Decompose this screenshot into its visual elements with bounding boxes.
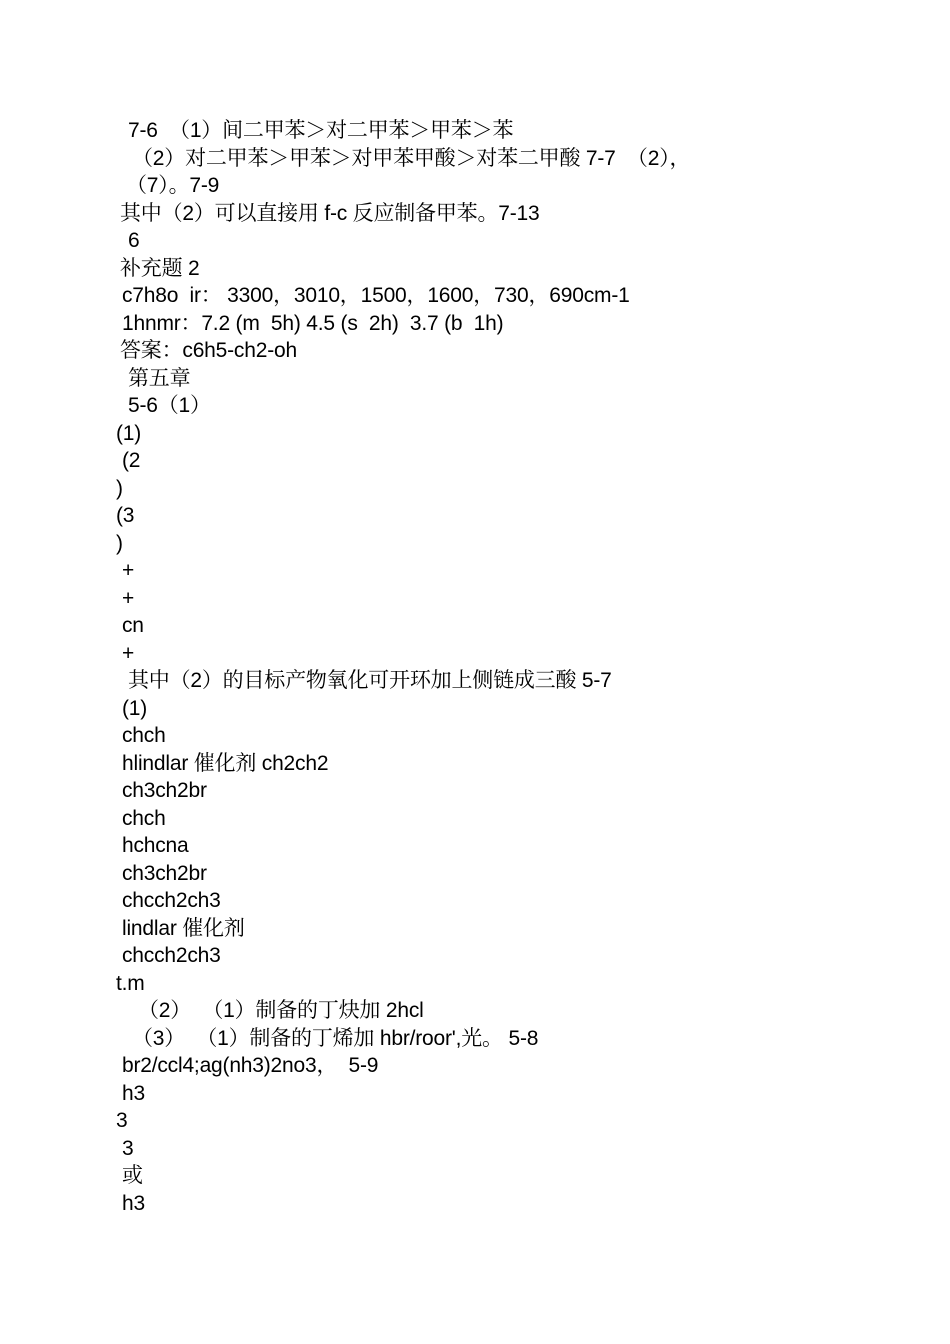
text-line: 7-6 （1）间二甲苯＞对二甲苯＞甲苯＞苯: [128, 119, 514, 142]
text-line: (2: [122, 449, 141, 472]
text-line: +: [122, 559, 135, 582]
text-line: （7）。7-9: [126, 174, 220, 197]
text-line: t.m: [116, 972, 145, 995]
text-line: 6: [128, 229, 140, 252]
text-line: 补充题 2: [120, 257, 200, 280]
text-line: （3） （1）制备的丁烯加 hbr/roor',光。 5-8: [132, 1027, 539, 1050]
text-line: (3: [116, 504, 135, 527]
text-line: h3: [122, 1192, 145, 1215]
text-line: hchcna: [122, 834, 189, 857]
text-line: h3: [122, 1082, 145, 1105]
text-line: （2）对二甲苯＞甲苯＞对甲苯甲酸＞对苯二甲酸 7-7 （2），: [132, 147, 691, 170]
text-line: chcch2ch3: [122, 889, 221, 912]
text-line: 或: [122, 1164, 143, 1187]
text-line: +: [122, 642, 135, 665]
text-line: c7h8o ir： 3300，3010，1500，1600，730，690cm-1: [122, 284, 630, 307]
text-line: 其中（2）可以直接用 f-c 反应制备甲苯。7-13: [120, 202, 540, 225]
text-line: 1hnmr：7.2 (m 5h) 4.5 (s 2h) 3.7 (b 1h): [122, 312, 504, 335]
text-line: (1): [116, 422, 142, 445]
text-line: lindlar 催化剂: [122, 917, 245, 940]
text-line: 3: [122, 1137, 134, 1160]
text-line: chch: [122, 807, 166, 830]
text-line: +: [122, 587, 135, 610]
text-line: （2） （1）制备的丁炔加 2hcl: [138, 999, 424, 1022]
text-line: 答案：c6h5-ch2-oh: [120, 339, 297, 362]
text-line: 5-6（1）: [128, 394, 211, 417]
text-line: br2/ccl4;ag(nh3)2no3， 5-9: [122, 1054, 379, 1077]
text-line: chch: [122, 724, 166, 747]
text-line: ): [116, 532, 123, 555]
text-line: 其中（2）的目标产物氧化可开环加上侧链成三酸 5-7: [128, 669, 612, 692]
text-line: 3: [116, 1109, 128, 1132]
text-line: hlindlar 催化剂 ch2ch2: [122, 752, 329, 775]
text-line: ch3ch2br: [122, 862, 207, 885]
text-line: (1): [122, 697, 148, 720]
text-line: chcch2ch3: [122, 944, 221, 967]
text-line: 第五章: [128, 367, 191, 390]
text-line: cn: [122, 614, 144, 637]
text-line: ): [116, 477, 123, 500]
text-line: ch3ch2br: [122, 779, 207, 802]
